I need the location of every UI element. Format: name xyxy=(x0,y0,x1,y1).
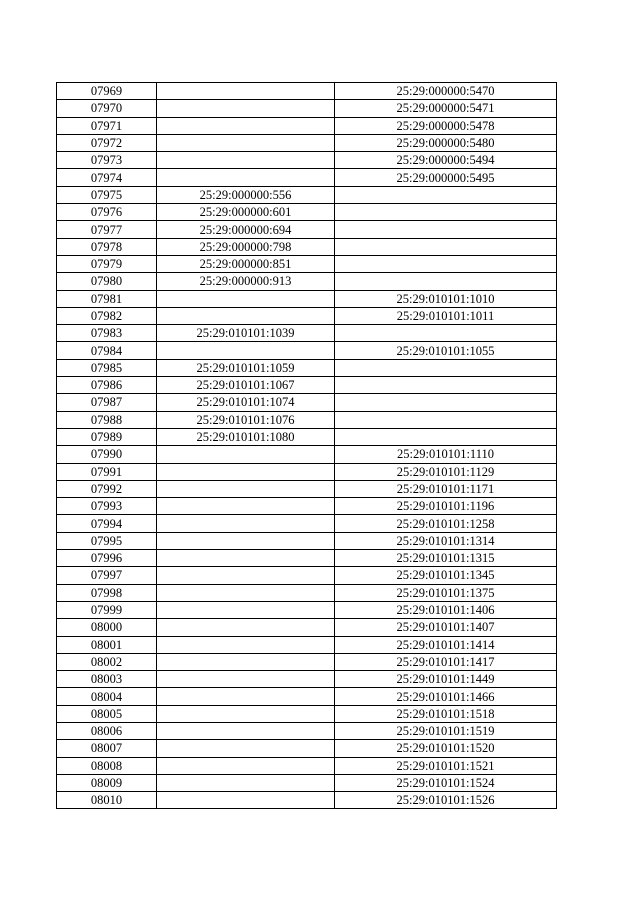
cadastral-number-b-cell: 25:29:010101:1110 xyxy=(335,446,557,463)
cadastral-number-b-cell xyxy=(335,377,557,394)
row-number-cell: 07970 xyxy=(57,100,157,117)
table-row xyxy=(57,567,557,584)
cadastral-number-a-cell xyxy=(157,290,335,307)
table-row xyxy=(57,532,557,549)
row-number-cell: 08006 xyxy=(57,722,157,739)
cadastral-number-b-cell: 25:29:010101:1466 xyxy=(335,688,557,705)
row-number-cell: 07984 xyxy=(57,342,157,359)
cadastral-number-b-cell: 25:29:010101:1315 xyxy=(335,550,557,567)
row-number-cell: 08010 xyxy=(57,792,157,809)
table-row xyxy=(57,428,557,445)
table-row xyxy=(57,342,557,359)
row-number-cell: 07972 xyxy=(57,134,157,151)
cadastral-number-a-cell xyxy=(157,342,335,359)
cadastral-number-b-cell: 25:29:010101:1414 xyxy=(335,636,557,653)
table-row xyxy=(57,740,557,757)
cadastral-number-b-cell xyxy=(335,394,557,411)
cadastral-number-a-cell xyxy=(157,134,335,151)
cadastral-number-a-cell xyxy=(157,152,335,169)
cadastral-number-a-cell xyxy=(157,619,335,636)
cadastral-number-a-cell: 25:29:010101:1080 xyxy=(157,428,335,445)
row-number-cell: 07985 xyxy=(57,359,157,376)
table-row xyxy=(57,100,557,117)
cadastral-number-a-cell xyxy=(157,653,335,670)
cadastral-number-b-cell: 25:29:010101:1518 xyxy=(335,705,557,722)
table-row xyxy=(57,653,557,670)
table-row xyxy=(57,117,557,134)
cadastral-number-b-cell: 25:29:010101:1406 xyxy=(335,601,557,618)
table-row xyxy=(57,463,557,480)
row-number-cell: 08001 xyxy=(57,636,157,653)
cadastral-number-a-cell xyxy=(157,446,335,463)
cadastral-number-a-cell xyxy=(157,550,335,567)
table-row xyxy=(57,722,557,739)
table-row xyxy=(57,411,557,428)
row-number-cell: 08003 xyxy=(57,671,157,688)
cadastral-number-b-cell: 25:29:010101:1520 xyxy=(335,740,557,757)
table-row xyxy=(57,688,557,705)
table-row xyxy=(57,307,557,324)
cadastral-number-a-cell xyxy=(157,83,335,100)
table-row xyxy=(57,134,557,151)
cadastral-number-b-cell: 25:29:000000:5480 xyxy=(335,134,557,151)
cadastral-number-a-cell xyxy=(157,757,335,774)
cadastral-number-a-cell xyxy=(157,740,335,757)
row-number-cell: 07995 xyxy=(57,532,157,549)
row-number-cell: 07975 xyxy=(57,186,157,203)
row-number-cell: 07982 xyxy=(57,307,157,324)
cadastral-number-a-cell xyxy=(157,601,335,618)
table-row xyxy=(57,377,557,394)
cadastral-number-b-cell: 25:29:000000:5478 xyxy=(335,117,557,134)
cadastral-number-b-cell: 25:29:010101:1375 xyxy=(335,584,557,601)
cadastral-number-a-cell: 25:29:010101:1039 xyxy=(157,325,335,342)
cadastral-number-a-cell: 25:29:010101:1059 xyxy=(157,359,335,376)
row-number-cell: 07990 xyxy=(57,446,157,463)
cadastral-number-b-cell: 25:29:010101:1171 xyxy=(335,480,557,497)
table-row xyxy=(57,204,557,221)
table-row xyxy=(57,186,557,203)
cadastral-number-a-cell xyxy=(157,480,335,497)
cadastral-number-a-cell: 25:29:000000:601 xyxy=(157,204,335,221)
table-row xyxy=(57,601,557,618)
cadastral-number-b-cell: 25:29:010101:1010 xyxy=(335,290,557,307)
cadastral-number-b-cell: 25:29:010101:1407 xyxy=(335,619,557,636)
cadastral-number-a-cell xyxy=(157,463,335,480)
cadastral-number-b-cell: 25:29:010101:1345 xyxy=(335,567,557,584)
cadastral-number-a-cell xyxy=(157,792,335,809)
table-row xyxy=(57,515,557,532)
row-number-cell: 07983 xyxy=(57,325,157,342)
table-row xyxy=(57,221,557,238)
cadastral-number-b-cell: 25:29:010101:1129 xyxy=(335,463,557,480)
cadastral-number-a-cell xyxy=(157,688,335,705)
cadastral-number-b-cell xyxy=(335,221,557,238)
row-number-cell: 07979 xyxy=(57,255,157,272)
cadastral-number-a-cell xyxy=(157,117,335,134)
row-number-cell: 07997 xyxy=(57,567,157,584)
cadastral-number-a-cell: 25:29:000000:694 xyxy=(157,221,335,238)
cadastral-number-b-cell: 25:29:010101:1519 xyxy=(335,722,557,739)
cadastral-number-a-cell xyxy=(157,498,335,515)
row-number-cell: 07987 xyxy=(57,394,157,411)
cadastral-number-a-cell xyxy=(157,567,335,584)
cadastral-number-a-cell xyxy=(157,515,335,532)
cadastral-number-a-cell: 25:29:000000:798 xyxy=(157,238,335,255)
table-row xyxy=(57,480,557,497)
cadastral-number-b-cell: 25:29:010101:1011 xyxy=(335,307,557,324)
table-row xyxy=(57,636,557,653)
table-row xyxy=(57,238,557,255)
row-number-cell: 07993 xyxy=(57,498,157,515)
table-row xyxy=(57,671,557,688)
cadastral-number-a-cell xyxy=(157,584,335,601)
cadastral-number-b-cell: 25:29:010101:1258 xyxy=(335,515,557,532)
cadastral-number-a-cell xyxy=(157,671,335,688)
cadastral-number-a-cell: 25:29:010101:1067 xyxy=(157,377,335,394)
row-number-cell: 07986 xyxy=(57,377,157,394)
table-row xyxy=(57,394,557,411)
cadastral-number-b-cell: 25:29:010101:1449 xyxy=(335,671,557,688)
cadastral-number-b-cell xyxy=(335,238,557,255)
table-row xyxy=(57,169,557,186)
table-row xyxy=(57,757,557,774)
row-number-cell: 07991 xyxy=(57,463,157,480)
table-body xyxy=(57,83,557,809)
table-row xyxy=(57,273,557,290)
row-number-cell: 07980 xyxy=(57,273,157,290)
row-number-cell: 07976 xyxy=(57,204,157,221)
table-row xyxy=(57,619,557,636)
row-number-cell: 07988 xyxy=(57,411,157,428)
table-row xyxy=(57,498,557,515)
row-number-cell: 08004 xyxy=(57,688,157,705)
row-number-cell: 07974 xyxy=(57,169,157,186)
cadastral-number-a-cell: 25:29:000000:851 xyxy=(157,255,335,272)
cadastral-number-b-cell: 25:29:010101:1521 xyxy=(335,757,557,774)
cadastral-number-b-cell: 25:29:010101:1524 xyxy=(335,774,557,791)
cadastral-number-b-cell xyxy=(335,411,557,428)
row-number-cell: 08009 xyxy=(57,774,157,791)
table-row xyxy=(57,359,557,376)
row-number-cell: 07996 xyxy=(57,550,157,567)
row-number-cell: 07992 xyxy=(57,480,157,497)
table-row xyxy=(57,705,557,722)
row-number-cell: 07969 xyxy=(57,83,157,100)
table-row xyxy=(57,446,557,463)
cadastral-number-b-cell: 25:29:000000:5471 xyxy=(335,100,557,117)
cadastral-number-b-cell: 25:29:010101:1055 xyxy=(335,342,557,359)
table-row xyxy=(57,584,557,601)
table-row xyxy=(57,83,557,100)
row-number-cell: 07994 xyxy=(57,515,157,532)
cadastral-number-a-cell xyxy=(157,100,335,117)
row-number-cell: 08008 xyxy=(57,757,157,774)
cadastral-number-b-cell xyxy=(335,359,557,376)
row-number-cell: 07971 xyxy=(57,117,157,134)
cadastral-number-table xyxy=(56,82,557,809)
row-number-cell: 07989 xyxy=(57,428,157,445)
row-number-cell: 07973 xyxy=(57,152,157,169)
cadastral-number-a-cell xyxy=(157,169,335,186)
cadastral-number-b-cell: 25:29:000000:5470 xyxy=(335,83,557,100)
cadastral-number-b-cell: 25:29:010101:1314 xyxy=(335,532,557,549)
cadastral-number-b-cell xyxy=(335,273,557,290)
cadastral-number-b-cell: 25:29:010101:1417 xyxy=(335,653,557,670)
table-row xyxy=(57,774,557,791)
cadastral-number-a-cell: 25:29:010101:1076 xyxy=(157,411,335,428)
cadastral-number-a-cell xyxy=(157,774,335,791)
cadastral-number-a-cell xyxy=(157,705,335,722)
cadastral-number-b-cell: 25:29:010101:1196 xyxy=(335,498,557,515)
table-row xyxy=(57,290,557,307)
cadastral-number-a-cell: 25:29:000000:556 xyxy=(157,186,335,203)
cadastral-number-b-cell xyxy=(335,204,557,221)
row-number-cell: 08005 xyxy=(57,705,157,722)
cadastral-number-a-cell xyxy=(157,636,335,653)
cadastral-number-a-cell xyxy=(157,307,335,324)
row-number-cell: 08007 xyxy=(57,740,157,757)
table-row xyxy=(57,325,557,342)
cadastral-number-b-cell: 25:29:010101:1526 xyxy=(335,792,557,809)
cadastral-number-b-cell xyxy=(335,428,557,445)
row-number-cell: 08000 xyxy=(57,619,157,636)
row-number-cell: 07998 xyxy=(57,584,157,601)
row-number-cell: 07977 xyxy=(57,221,157,238)
table-row xyxy=(57,152,557,169)
cadastral-number-a-cell: 25:29:000000:913 xyxy=(157,273,335,290)
cadastral-number-a-cell xyxy=(157,532,335,549)
cadastral-number-b-cell: 25:29:000000:5495 xyxy=(335,169,557,186)
table-row xyxy=(57,792,557,809)
row-number-cell: 07978 xyxy=(57,238,157,255)
cadastral-number-a-cell xyxy=(157,722,335,739)
cadastral-number-a-cell: 25:29:010101:1074 xyxy=(157,394,335,411)
cadastral-number-b-cell xyxy=(335,255,557,272)
cadastral-number-b-cell xyxy=(335,186,557,203)
cadastral-number-b-cell: 25:29:000000:5494 xyxy=(335,152,557,169)
table-row xyxy=(57,255,557,272)
row-number-cell: 08002 xyxy=(57,653,157,670)
row-number-cell: 07981 xyxy=(57,290,157,307)
cadastral-number-b-cell xyxy=(335,325,557,342)
table-row xyxy=(57,550,557,567)
row-number-cell: 07999 xyxy=(57,601,157,618)
